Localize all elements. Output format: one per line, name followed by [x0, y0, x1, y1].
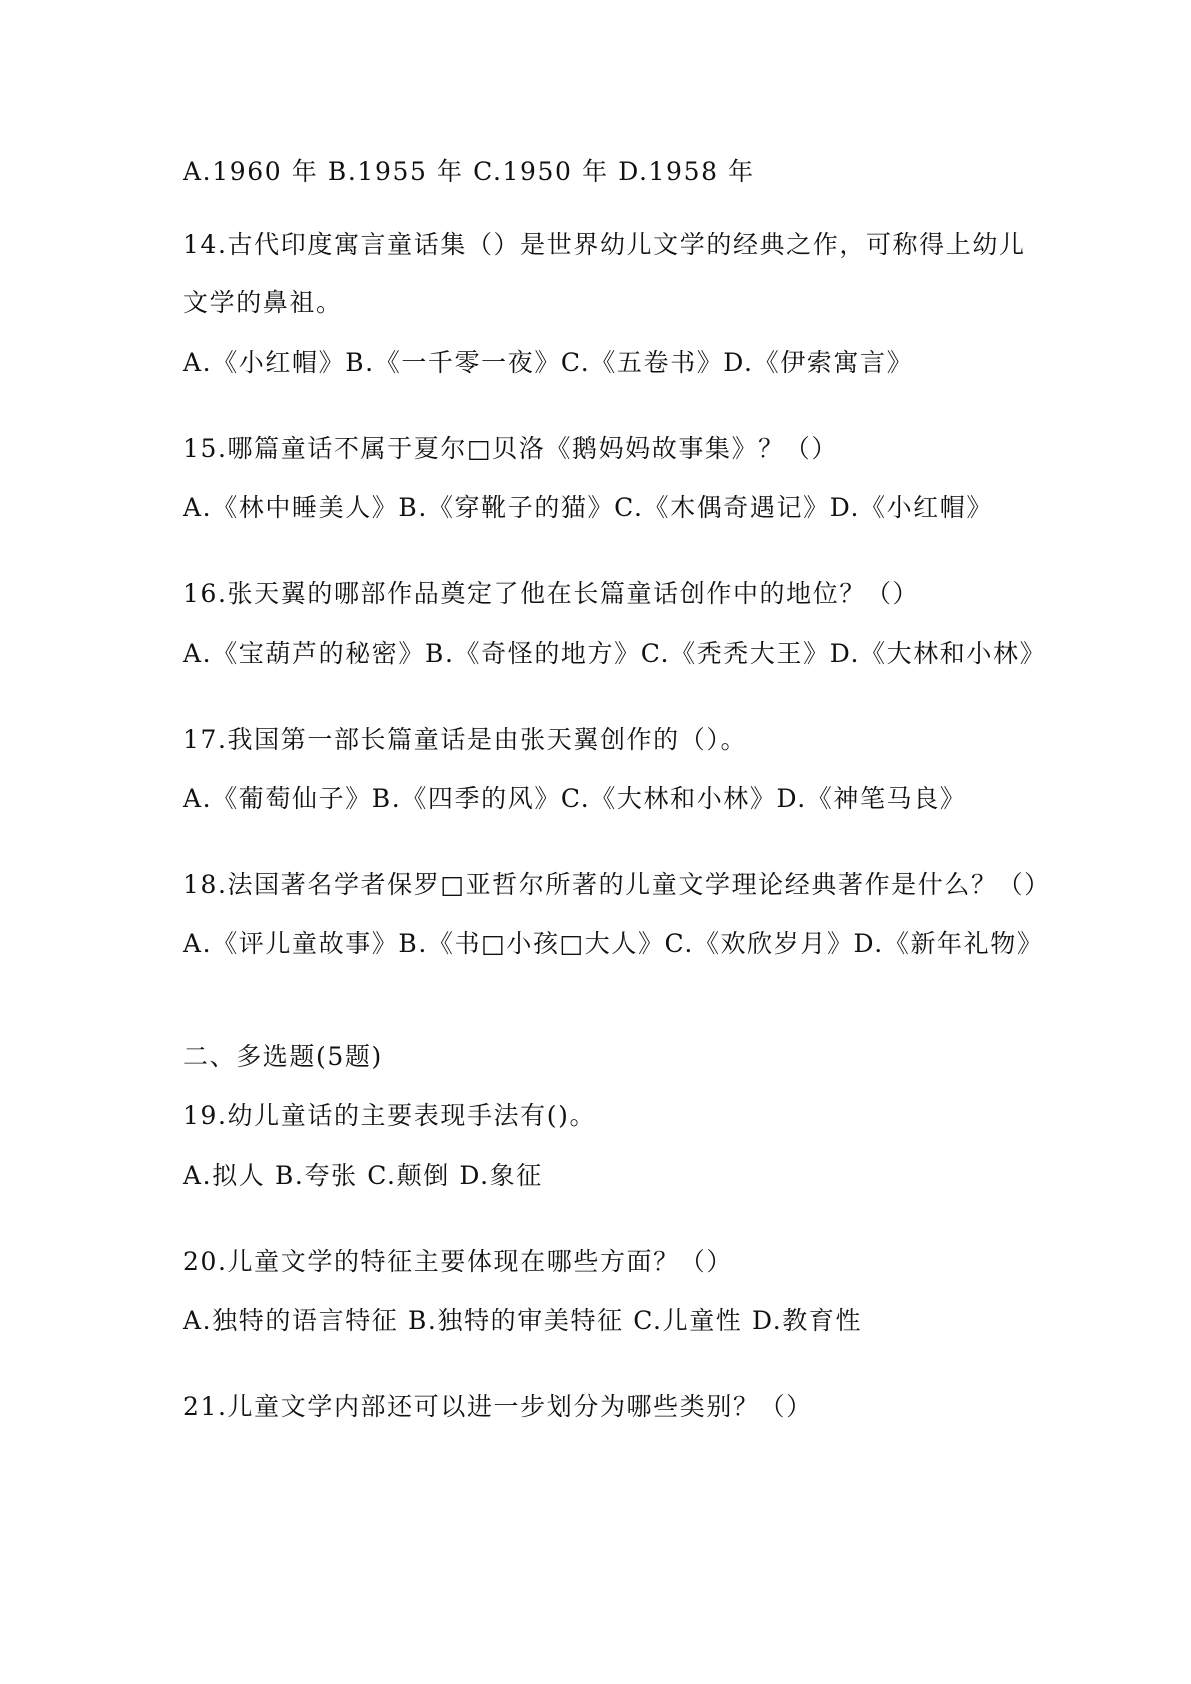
q15-stem: 15.哪篇童话不属于夏尔□贝洛《鹅妈妈故事集》？（） — [183, 434, 838, 463]
q20-options: A.独特的语言特征 B.独特的审美特征 C.儿童性 D.教育性 — [183, 1306, 863, 1335]
q19-options: A.拟人 B.夸张 C.颠倒 D.象征 — [183, 1161, 543, 1190]
q18-options: A.《评儿童故事》B.《书□小孩□大人》C.《欢欣岁月》D.《新年礼物》 — [183, 929, 1044, 958]
q19-stem: 19.幼儿童话的主要表现手法有()。 — [183, 1101, 597, 1130]
q17-options: A.《葡萄仙子》B.《四季的风》C.《大林和小林》D.《神笔马良》 — [183, 784, 967, 813]
q21-stem: 21.儿童文学内部还可以进一步划分为哪些类别？（） — [183, 1392, 813, 1421]
q15-options: A.《林中睡美人》B.《穿靴子的猫》C.《木偶奇遇记》D.《小红帽》 — [183, 493, 994, 522]
q16-stem: 16.张天翼的哪部作品奠定了他在长篇童话创作中的地位？（） — [183, 579, 920, 608]
q13-options: A.1960 年 B.1955 年 C.1950 年 D.1958 年 — [183, 157, 755, 186]
section-heading: 二、多选题(5题) — [183, 1042, 383, 1071]
q18-stem: 18.法国著名学者保罗□亚哲尔所著的儿童文学理论经典著作是什么？（） — [183, 870, 1051, 899]
q14-stem-line2: 文学的鼻祖。 — [183, 288, 343, 317]
q16-options: A.《宝葫芦的秘密》B.《奇怪的地方》C.《秃秃大王》D.《大林和小林》 — [183, 639, 1047, 668]
q14-options: A.《小红帽》B.《一千零一夜》C.《五卷书》D.《伊索寓言》 — [183, 348, 914, 377]
q20-stem: 20.儿童文学的特征主要体现在哪些方面？（） — [183, 1247, 733, 1276]
q14-stem-line1: 14.古代印度寓言童话集（）是世界幼儿文学的经典之作，可称得上幼儿 — [183, 230, 1026, 259]
q17-stem: 17.我国第一部长篇童话是由张天翼创作的（）。 — [183, 725, 748, 754]
